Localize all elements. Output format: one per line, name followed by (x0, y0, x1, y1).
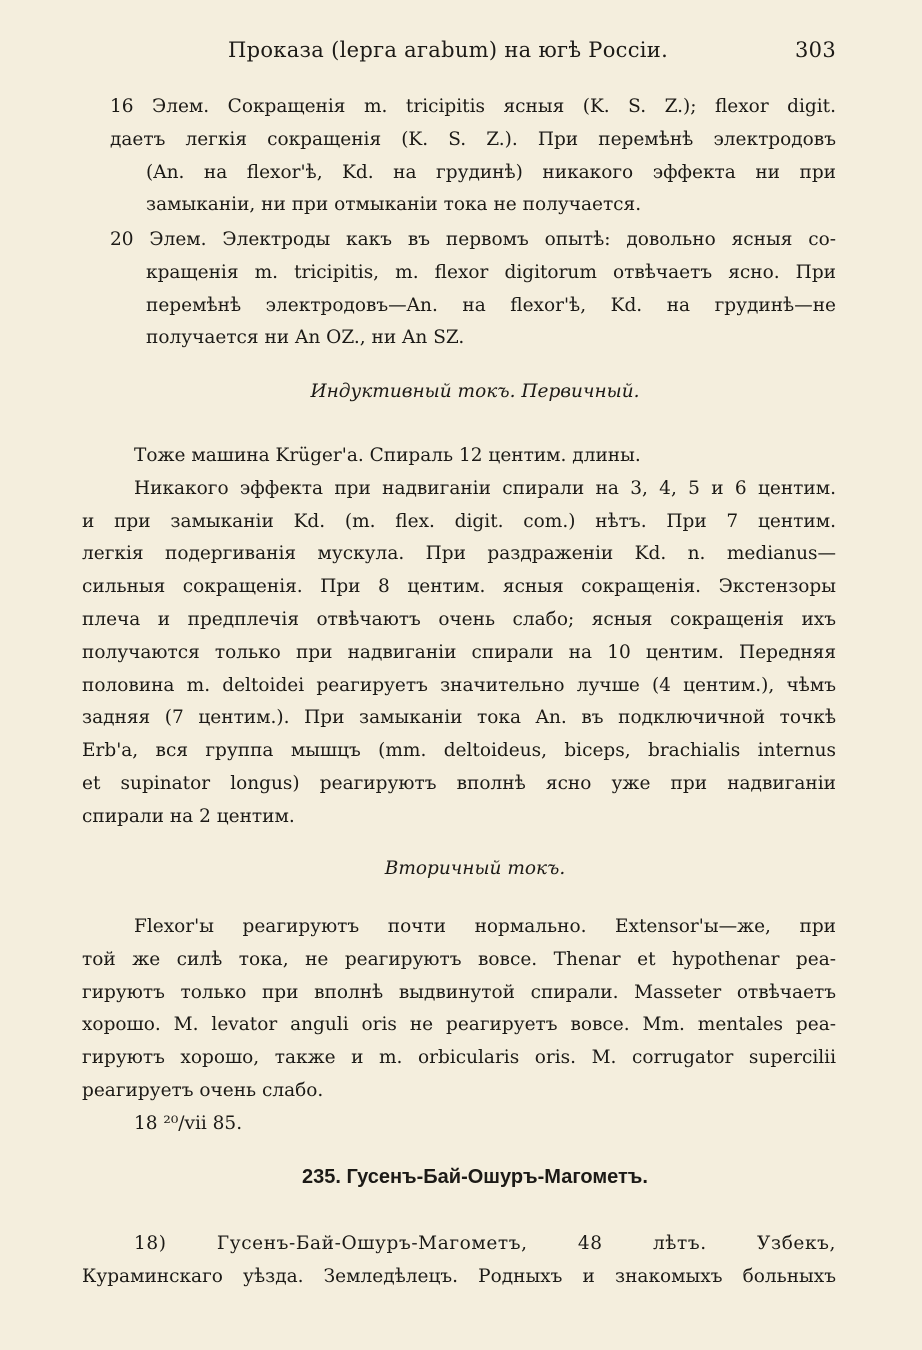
text-line: 20 Элем. Электроды какъ въ первомъ опытѣ: довольно ясныя со- (110, 229, 836, 250)
text-line: спирали на 2 центим. (82, 805, 295, 827)
text-line: Кураминскаго уѣзда. Земледѣлецъ. Родныхъ и знакомыхъ больныхъ (82, 1265, 836, 1287)
text-line: хорошо. M. levator anguli oris не реагируетъ вовсе. Mm. mentales реа- (82, 1014, 836, 1036)
text-line: перемѣнѣ электродовъ—An. на flexor'ѣ, Kd. на грудинѣ—не (146, 294, 836, 316)
text-line: Erb'а, вся группа мышцъ (mm. deltoideus, biceps, brachialis internus (82, 740, 836, 762)
running-title: Проказа (lерга агаbum) на югѣ Россіи. (228, 38, 669, 62)
text-line: и при замыканіи Kd. (m. flex. digit. com.) нѣтъ. При 7 центим. (82, 510, 836, 532)
subheading-secondary-current: Вторичный токъ. (384, 858, 566, 879)
text-line: Тоже машина Krüger'а. Спираль 12 центим. длины. (134, 445, 641, 466)
text-line: 16 Элем. Сокращенія m. tricipitis ясныя (K. S. Z.); flexor digit. (110, 96, 836, 117)
text-line: плеча и предплечія отвѣчаютъ очень слабо; ясныя сокращенія ихъ (82, 608, 836, 630)
paragraph-16-elem (110, 91, 836, 222)
text-line: (An. на flexor'ѣ, Kd. на грудинѣ) никакого эффекта ни при (146, 161, 836, 183)
paragraph-case-18 (82, 1228, 836, 1294)
text-line: получаются только при надвиганіи спирали на 10 центим. Передняя (82, 641, 836, 663)
text-line: задняя (7 центим.). При замыканіи тока An. въ подключичной точкѣ (82, 707, 836, 729)
date-line: 18 ²⁰/vii 85. (134, 1112, 243, 1134)
text-line: et supinator longus) реагируютъ вполнѣ ясно уже при надвиганіи (82, 772, 836, 794)
text-line: кращенія m. tricipitis, m. flexor digitorum отвѣчаетъ ясно. При (146, 261, 836, 283)
text-line: легкія подергиванія мускула. При раздраженіи Kd. n. medianus— (82, 543, 836, 565)
page-number: 303 (795, 38, 836, 62)
text-line: гируютъ хорошо, также и m. orbicularis oris. M. corrugator supercilii (82, 1047, 836, 1069)
text-line: даетъ легкія сокращенія (K. S. Z.). При перемѣнѣ электродовъ (110, 128, 836, 150)
text-line: гируютъ только при вполнѣ выдвинутой спирали. Masseter отвѣчаетъ (82, 981, 836, 1003)
paragraph-20-elem (110, 224, 836, 355)
paragraph-secondary (82, 911, 836, 1141)
text-line: Flexor'ы реагируютъ почти нормально. Extensor'ы—же, при (134, 916, 836, 937)
text-line: получается ни An OZ., ни An SZ. (146, 327, 465, 349)
text-line: замыканіи, ни при отмыканіи тока не получается. (146, 194, 642, 216)
text-line: половина m. deltoidei реагируетъ значительно лучше (4 центим.), чѣмъ (82, 674, 836, 696)
case-heading-235: 235. Гусенъ-Бай-Ошуръ-Магометъ. (302, 1166, 648, 1188)
paragraph-induction (82, 440, 836, 834)
subheading-inductive-primary: Индуктивный токъ. Первичный. (310, 381, 640, 402)
text-line: реагируетъ очень слабо. (82, 1079, 324, 1101)
text-line: Никакого эффекта при надвиганіи спирали на 3, 4, 5 и 6 центим. (134, 477, 836, 499)
text-line: сильныя сокращенія. При 8 центим. ясныя сокращенія. Экстензоры (82, 576, 836, 598)
text-line: 18) Гусенъ-Бай-Ошуръ-Магометъ, 48 лѣтъ. Узбекъ, (134, 1233, 836, 1254)
text-line: той же силѣ тока, не реагируютъ вовсе. Thenar et hypothenar реа- (82, 948, 836, 970)
